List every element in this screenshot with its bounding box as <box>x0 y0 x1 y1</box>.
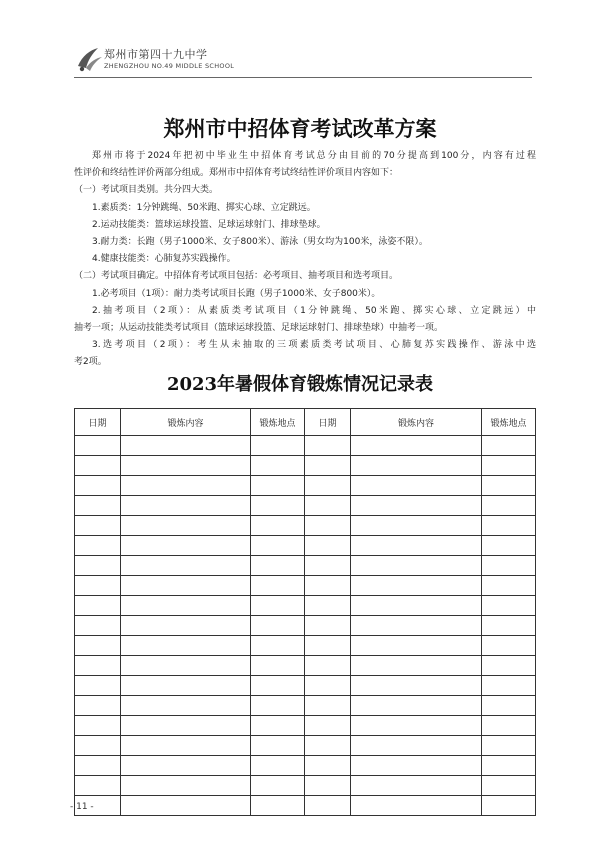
table-cell[interactable] <box>75 576 121 596</box>
page-header <box>74 40 534 80</box>
table-cell[interactable] <box>121 456 251 476</box>
table-cell[interactable] <box>305 576 351 596</box>
table-cell[interactable] <box>351 756 482 776</box>
table-cell[interactable] <box>121 776 251 796</box>
table-cell[interactable] <box>482 636 536 656</box>
table-row <box>75 456 536 476</box>
table-cell[interactable] <box>351 616 482 636</box>
table-cell[interactable] <box>121 536 251 556</box>
column-header-location: 锻炼地点 <box>482 409 536 436</box>
table-row <box>75 756 536 776</box>
table-cell[interactable] <box>75 756 121 776</box>
table-row <box>75 476 536 496</box>
table-cell[interactable] <box>75 556 121 576</box>
table-cell[interactable] <box>482 736 536 756</box>
table-row <box>75 716 536 736</box>
table-row <box>75 536 536 556</box>
table-cell[interactable] <box>75 516 121 536</box>
table-cell[interactable] <box>482 676 536 696</box>
table-cell[interactable] <box>75 436 121 456</box>
table-cell[interactable] <box>251 556 305 576</box>
table-row <box>75 776 536 796</box>
table-cell[interactable] <box>482 596 536 616</box>
table-row <box>75 796 536 816</box>
table-cell[interactable] <box>482 476 536 496</box>
table-cell[interactable] <box>305 756 351 776</box>
section-heading: （一）考试项目类别。共分四大类。 <box>74 185 219 196</box>
table-cell[interactable] <box>305 656 351 676</box>
table-row <box>75 696 536 716</box>
table-cell[interactable] <box>482 616 536 636</box>
table-row <box>75 636 536 656</box>
table-cell[interactable] <box>251 696 305 716</box>
list-item: 2.抽考项目（2项）：从素质类考试项目（1分钟跳绳、50米跑、掷实心球、立定跳远）中 <box>92 305 536 316</box>
table-cell[interactable] <box>251 476 305 496</box>
table-row <box>75 676 536 696</box>
table-cell[interactable] <box>351 456 482 476</box>
list-item-cont: 考2项。 <box>74 357 107 368</box>
table-cell[interactable] <box>305 556 351 576</box>
list-item: 1.素质类：1分钟跳绳、50米跑、掷实心球、立定跳远。 <box>92 202 316 213</box>
table-header-row <box>75 409 536 436</box>
table-row <box>75 576 536 596</box>
table-cell[interactable] <box>251 636 305 656</box>
table-cell[interactable] <box>482 456 536 476</box>
page-number: - 11 - <box>70 802 94 812</box>
table-body <box>75 436 536 816</box>
table-cell[interactable] <box>251 576 305 596</box>
table-cell[interactable] <box>75 696 121 716</box>
table-cell[interactable] <box>75 656 121 676</box>
doc-body <box>74 148 536 372</box>
table-cell[interactable] <box>351 656 482 676</box>
table-cell[interactable] <box>121 596 251 616</box>
table-cell[interactable] <box>351 576 482 596</box>
table-cell[interactable] <box>482 436 536 456</box>
table-cell[interactable] <box>75 776 121 796</box>
table-cell[interactable] <box>251 596 305 616</box>
table-cell[interactable] <box>75 476 121 496</box>
table-cell[interactable] <box>75 616 121 636</box>
table-cell[interactable] <box>482 696 536 716</box>
table-cell[interactable] <box>482 516 536 536</box>
table-cell[interactable] <box>482 656 536 676</box>
table-cell[interactable] <box>482 776 536 796</box>
table-cell[interactable] <box>121 796 251 816</box>
table-cell[interactable] <box>305 456 351 476</box>
column-header-content: 锻炼内容 <box>121 409 251 436</box>
table-cell[interactable] <box>75 736 121 756</box>
section-heading: （二）考试项目确定。中招体育考试项目包括：必考项目、抽考项目和选考项目。 <box>74 271 399 282</box>
column-header-date: 日期 <box>75 409 121 436</box>
table-cell[interactable] <box>121 556 251 576</box>
school-name-en: ZHENGZHOU NO.49 MIDDLE SCHOOL <box>104 62 235 70</box>
table-cell[interactable] <box>251 516 305 536</box>
table-cell[interactable] <box>482 576 536 596</box>
table-cell[interactable] <box>305 716 351 736</box>
table-cell[interactable] <box>351 796 482 816</box>
table-row <box>75 596 536 616</box>
table-cell[interactable] <box>121 516 251 536</box>
table-cell[interactable] <box>251 496 305 516</box>
table-cell[interactable] <box>121 636 251 656</box>
table-row <box>75 656 536 676</box>
table-cell[interactable] <box>121 476 251 496</box>
table-cell[interactable] <box>482 716 536 736</box>
table-cell[interactable] <box>121 656 251 676</box>
intro-line: 郑州市将于2024年把初中毕业生中招体育考试总分由目前的70分提高到100分，内容有过程 <box>92 151 536 161</box>
table-cell[interactable] <box>251 756 305 776</box>
table-cell[interactable] <box>121 736 251 756</box>
table-cell[interactable] <box>75 496 121 516</box>
table-cell[interactable] <box>121 576 251 596</box>
table-row <box>75 736 536 756</box>
table-cell[interactable] <box>351 536 482 556</box>
list-item: 4.健康技能类：心肺复苏实践操作。 <box>92 254 236 265</box>
column-header-content: 锻炼内容 <box>351 409 482 436</box>
table-cell[interactable] <box>305 436 351 456</box>
table-cell[interactable] <box>305 476 351 496</box>
table-cell[interactable] <box>305 796 351 816</box>
table-cell[interactable] <box>121 676 251 696</box>
table-cell[interactable] <box>305 496 351 516</box>
doc-title: 郑州市中招体育考试改革方案 <box>163 116 437 141</box>
table-cell[interactable] <box>351 596 482 616</box>
table-cell[interactable] <box>251 676 305 696</box>
list-item: 3.耐力类：长跑（男子1000米、女子800米）、游泳（男女均为100米，泳姿不限）。 <box>92 237 428 248</box>
table-cell[interactable] <box>482 536 536 556</box>
table-cell[interactable] <box>121 616 251 636</box>
table-cell[interactable] <box>351 556 482 576</box>
table-cell[interactable] <box>75 716 121 736</box>
table-cell[interactable] <box>251 656 305 676</box>
table-cell[interactable] <box>251 736 305 756</box>
table-cell[interactable] <box>305 736 351 756</box>
header-divider <box>74 77 532 78</box>
table-cell[interactable] <box>482 496 536 516</box>
table-row <box>75 516 536 536</box>
list-item: 2.运动技能类：篮球运球投篮、足球运球射门、排球垫球。 <box>92 219 326 230</box>
table-cell[interactable] <box>121 436 251 456</box>
table-cell[interactable] <box>305 636 351 656</box>
table-cell[interactable] <box>121 496 251 516</box>
table-cell[interactable] <box>75 636 121 656</box>
table-cell[interactable] <box>75 536 121 556</box>
table-cell[interactable] <box>305 696 351 716</box>
table-cell[interactable] <box>251 776 305 796</box>
table-cell[interactable] <box>251 796 305 816</box>
table-cell[interactable] <box>251 456 305 476</box>
list-item: 3.选考项目（2项）：考生从未抽取的三项素质类考试项目、心肺复苏实践操作、游泳中选 <box>92 340 536 351</box>
table-cell[interactable] <box>251 616 305 636</box>
table-cell[interactable] <box>75 596 121 616</box>
table-cell[interactable] <box>351 776 482 796</box>
table-cell[interactable] <box>351 736 482 756</box>
exercise-log-table <box>74 408 536 816</box>
table-cell[interactable] <box>121 756 251 776</box>
table-cell[interactable] <box>351 496 482 516</box>
list-item-cont: 抽考一项；从运动技能类考试项目（篮球运球投篮、足球运球射门、排球垫球）中抽考一项。 <box>74 323 444 334</box>
intro-line: 性评价和终结性评价两部分组成。郑州市中招体育考试终结性评价项目内容如下： <box>74 168 399 179</box>
school-logo-icon <box>74 44 104 74</box>
table-cell[interactable] <box>305 596 351 616</box>
column-header-date: 日期 <box>305 409 351 436</box>
table-cell[interactable] <box>251 436 305 456</box>
table-cell[interactable] <box>305 516 351 536</box>
table-cell[interactable] <box>482 756 536 776</box>
table-cell[interactable] <box>75 676 121 696</box>
school-name-cn: 郑州市第四十九中学 <box>104 48 208 61</box>
table-cell[interactable] <box>351 696 482 716</box>
table-cell[interactable] <box>482 796 536 816</box>
table-cell[interactable] <box>351 436 482 456</box>
table-cell[interactable] <box>251 536 305 556</box>
table-cell[interactable] <box>351 636 482 656</box>
list-item: 1.必考项目（1项）：耐力类考试项目长跑（男子1000米、女子800米）。 <box>92 288 381 299</box>
table-row <box>75 616 536 636</box>
table-cell[interactable] <box>121 696 251 716</box>
table-cell[interactable] <box>351 716 482 736</box>
table-cell[interactable] <box>351 516 482 536</box>
table-cell[interactable] <box>251 716 305 736</box>
table-cell[interactable] <box>351 476 482 496</box>
table-cell[interactable] <box>305 776 351 796</box>
table-row <box>75 496 536 516</box>
table-row <box>75 556 536 576</box>
column-header-location: 锻炼地点 <box>251 409 305 436</box>
table-cell[interactable] <box>482 556 536 576</box>
table-cell[interactable] <box>305 616 351 636</box>
table-cell[interactable] <box>351 676 482 696</box>
table-cell[interactable] <box>121 716 251 736</box>
table-cell[interactable] <box>305 536 351 556</box>
table-row <box>75 436 536 456</box>
log-title: 2023年暑假体育锻炼情况记录表 <box>166 374 434 395</box>
table-cell[interactable] <box>305 676 351 696</box>
table-cell[interactable] <box>75 456 121 476</box>
